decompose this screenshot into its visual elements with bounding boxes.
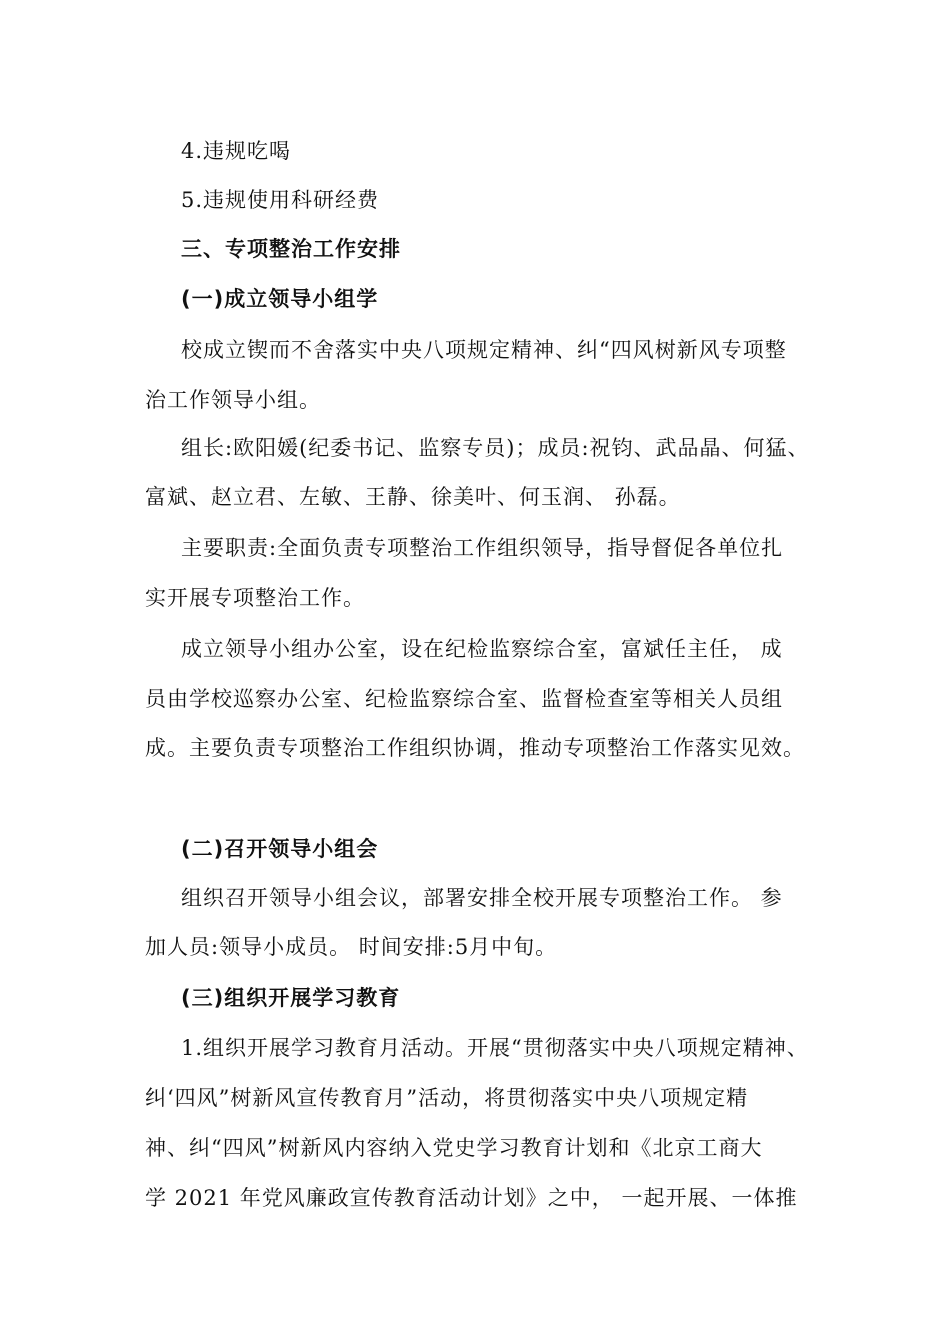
paragraph-line: 组织召开领导小组会议，部署安排全校开展专项整治工作。 参 bbox=[181, 886, 783, 910]
paragraph-line: 组长:欧阳媛(纪委书记、监察专员)；成员:祝钧、武品晶、何猛、 bbox=[181, 436, 810, 460]
paragraph-line: 1.组织开展学习教育月活动。开展“贯彻落实中央八项规定精神、 bbox=[181, 1036, 809, 1060]
paragraph-line: 实开展专项整治工作。 bbox=[145, 586, 365, 610]
list-item-4: 4.违规吃喝 bbox=[181, 139, 292, 163]
paragraph-line: 成立领导小组办公室，设在纪检监察综合室，富斌任主任， 成 bbox=[181, 637, 783, 661]
subsection-heading-2: (二)召开领导小组会 bbox=[181, 837, 379, 861]
paragraph-line: 治工作领导小组。 bbox=[145, 388, 321, 412]
subsection-heading-1: (一)成立领导小组学 bbox=[181, 287, 379, 311]
paragraph-line: 神、纠“四风”树新风内容纳入党史学习教育计划和《北京工商大 bbox=[145, 1136, 763, 1160]
paragraph-line: 学 2021 年党风廉政宣传教育活动计划》之中， 一起开展、一体推 bbox=[145, 1186, 798, 1210]
section-heading-3: 三、专项整治工作安排 bbox=[181, 237, 401, 261]
subsection-heading-3: (三)组织开展学习教育 bbox=[181, 986, 401, 1010]
paragraph-line: 纠‘四风”树新风宣传教育月”活动，将贯彻落实中央八项规定精 bbox=[145, 1086, 749, 1110]
paragraph-line: 成。主要负责专项整治工作组织协调，推动专项整治工作落实见效。 bbox=[145, 736, 805, 760]
paragraph-line: 加人员:领导小成员。 时间安排:5月中旬。 bbox=[145, 935, 558, 959]
paragraph-line: 员由学校巡察办公室、纪检监察综合室、监督检查室等相关人员组 bbox=[145, 687, 783, 711]
list-item-5: 5.违规使用科研经费 bbox=[181, 188, 380, 212]
paragraph-line: 校成立锲而不舍落实中央八项规定精神、纠“四风树新风专项整 bbox=[181, 338, 787, 362]
paragraph-line: 主要职责:全面负责专项整治工作组织领导，指导督促各单位扎 bbox=[181, 536, 784, 560]
paragraph-line: 富斌、赵立君、左敏、王静、徐美叶、何玉润、 孙磊。 bbox=[145, 485, 681, 509]
